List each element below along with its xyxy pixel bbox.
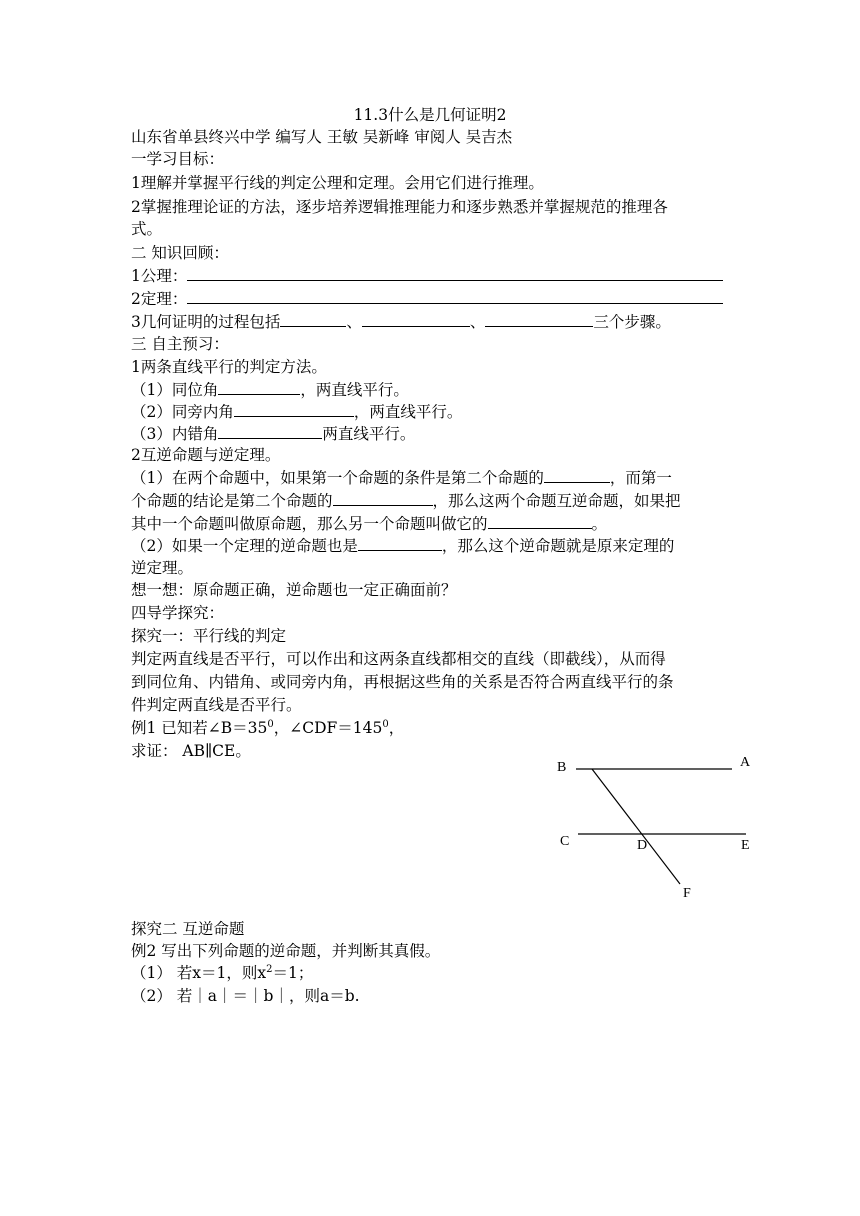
goal-1: 1理解并掌握平行线的判定公理和定理。会用它们进行推理。 <box>131 174 544 192</box>
example-1-prove: 求证： AB∥CE。 <box>131 742 251 760</box>
goal-2: 2掌握推理论证的方法，逐步培养逻辑推理能力和逐步熟悉并掌握规范的推理各 <box>131 198 668 216</box>
answer-blank[interactable] <box>187 264 723 281</box>
section-explore-heading: 四导学探究： <box>131 604 225 622</box>
explore-1-title: 探究一：平行线的判定 <box>131 627 287 645</box>
review-theorem <box>131 287 723 310</box>
answer-blank[interactable] <box>234 400 354 417</box>
example-1: 例1 已知若$\angle B=35^0$，$\angle CDF=145^0$， <box>131 718 405 737</box>
answer-blank[interactable] <box>280 310 346 327</box>
answer-blank[interactable] <box>187 287 723 304</box>
review-axiom <box>131 264 723 287</box>
answer-blank[interactable] <box>218 378 300 395</box>
think-question: 想一想：原命题正确，逆命题也一定正确面前？ <box>131 581 457 599</box>
example-2-case-2: （2） 若｜a｜＝｜b｜，则a＝b. <box>131 987 360 1005</box>
example-2-case-1: （1） 若x＝1，则$x^2=1$； <box>131 963 314 982</box>
review-theorem-label: 2定理： <box>131 290 188 308</box>
preview-1c: （3）内错角 两直线平行。 <box>131 422 415 445</box>
point-label-a: A <box>740 755 751 770</box>
preview-2b-line2: 逆定理。 <box>131 559 194 577</box>
answer-blank[interactable] <box>358 534 442 551</box>
review-axiom-label: 1公理： <box>131 267 188 285</box>
preview-2b-line1: （2）如果一个定理的逆命题也是 ，那么这个逆命题就是原来定理的 <box>131 534 674 557</box>
preview-2a-line3: 其中一个命题叫做原命题，那么另一个命题叫做它的 。 <box>131 512 607 535</box>
answer-blank[interactable] <box>333 489 433 506</box>
goal-2-cont: 式。 <box>131 220 163 238</box>
section-review-heading: 二 知识回顾： <box>131 244 229 262</box>
answer-blank[interactable] <box>218 422 322 439</box>
explore-2-title: 探究二 互逆命题 <box>131 920 245 938</box>
transversal-bf <box>592 769 680 884</box>
preview-2a-line1: （1）在两个命题中，如果第一个命题的条件是第二个命题的 ，而第一 <box>131 466 672 489</box>
page-title: 11.3什么是几何证明2 <box>353 106 507 124</box>
point-label-c: C <box>560 834 570 849</box>
explore-1-text-3: 件判定两直线是否平行。 <box>131 696 302 714</box>
explore-1-text-1: 判定两直线是否平行，可以作出和这两条直线都相交的直线（即截线），从而得 <box>131 650 666 668</box>
preview-1: 1两条直线平行的判定方法。 <box>131 358 327 376</box>
section-goals-heading: 一学习目标： <box>131 150 225 168</box>
explore-1-text-2: 到同位角、内错角、或同旁内角，再根据这些角的关系是否符合两直线平行的条 <box>131 673 674 691</box>
point-label-d: D <box>637 838 648 853</box>
preview-2: 2互逆命题与逆定理。 <box>131 446 281 464</box>
answer-blank[interactable] <box>488 512 592 529</box>
review-proof-steps: 3几何证明的过程包括 、 、 三个步骤。 <box>131 310 671 333</box>
point-label-b: B <box>557 760 567 775</box>
example-2: 例2 写出下列命题的逆命题，并判断其真假。 <box>131 942 441 960</box>
answer-blank[interactable] <box>544 466 610 483</box>
section-preview-heading: 三 自主预习： <box>131 335 229 353</box>
preview-2a-line2: 个命题的结论是第二个命题的 ，那么这两个命题互逆命题，如果把 <box>131 489 681 512</box>
answer-blank[interactable] <box>362 310 470 327</box>
answer-blank[interactable] <box>485 310 593 327</box>
parallel-lines-figure <box>550 752 790 902</box>
preview-1b: （2）同旁内角 ，两直线平行。 <box>131 400 462 423</box>
author-header: 山东省单县终兴中学 编写人 王敏 吴新峰 审阅人 吴吉杰 <box>131 128 513 146</box>
point-label-e: E <box>741 838 750 853</box>
preview-1a: （1）同位角 ，两直线平行。 <box>131 378 409 401</box>
point-label-f: F <box>683 886 691 901</box>
